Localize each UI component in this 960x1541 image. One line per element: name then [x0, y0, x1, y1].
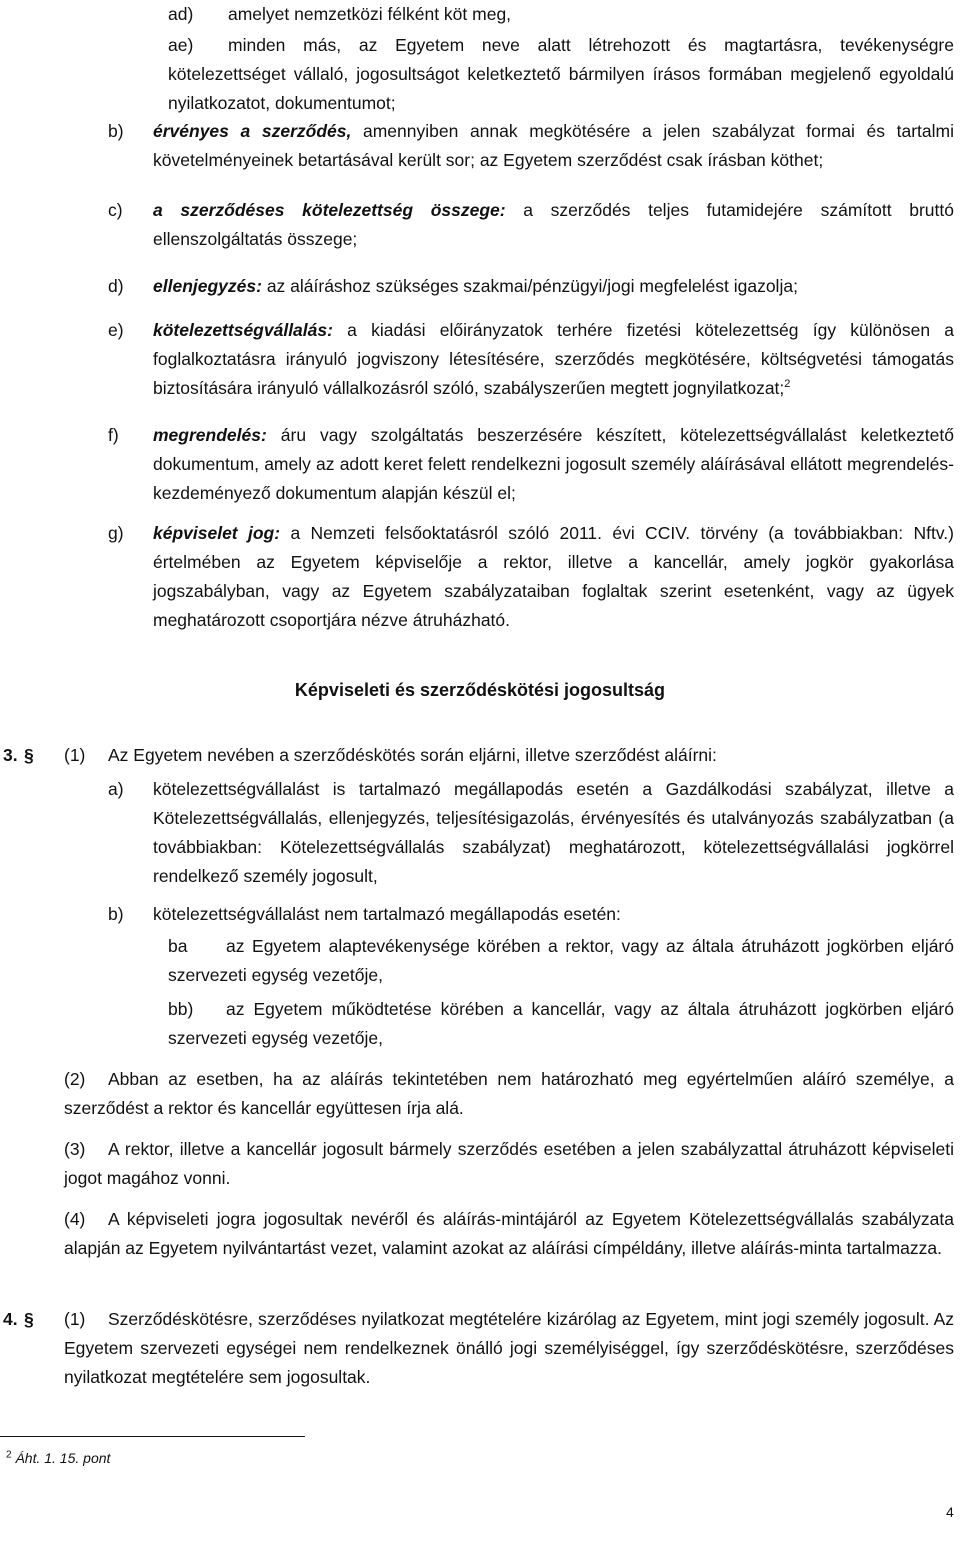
item-text: a Nemzeti felsőoktatásról szóló 2011. évi CCIV. törvény (a továbbiakban: Nftv.) értelmében az Egyetem képviselője a rektor, illetve a kancellár, amely jogkör gyakorlása jogszabályban, vagy az Egyetem szabályzataiban foglaltak szerint esetenként, vagy az ügyek meghatározott csoportjára nézve átruházható. — [153, 523, 954, 630]
item-term: ellenjegyzés: — [153, 276, 262, 296]
item-label-d: d) — [108, 276, 124, 296]
paragraph-4-1 — [64, 1305, 954, 1392]
item-label: ae) — [168, 35, 194, 55]
item-label-e: e) — [108, 320, 124, 340]
item-label-b: b) — [108, 121, 124, 141]
item-text: a kiadási előirányzatok terhére fizetési kötelezettség így különösen a foglalkoztatásra irányuló jogviszony létesítésére, szerződés megkötésére, költségvetési támogatás biztosítására irányuló vállalkozásról szóló, szabályszerűen megtett jognyilatkozat; — [153, 320, 954, 398]
item-text: az aláíráshoz szükséges szakmai/pénzügyi/jogi megfelelést igazolja; — [261, 276, 798, 296]
item-text: áru vagy szolgáltatás beszerzésére készített, kötelezettségvállalást keletkeztető dokumentum, amely az adott keret felett rendelkezni jogosult személy aláírásával ellátott megrendelés-kezdeményező dokumentum alapján készül el; — [153, 425, 954, 503]
item-ae — [168, 31, 954, 118]
paragraph-text: Abban az esetben, ha az aláírás tekintetében nem határozható meg egyértelműen aláíró személye, a szerződést a rektor és kancellár együttesen írja alá. — [64, 1069, 954, 1118]
item-label: ba — [168, 936, 188, 956]
item-label: ad) — [168, 4, 194, 24]
section-number: 4. — [3, 1309, 18, 1329]
item-d — [153, 272, 954, 301]
paragraph-label: (1) — [64, 1309, 86, 1329]
footnote-divider — [0, 1436, 305, 1437]
item-text: a szerződés teljes futamidejére számított bruttó ellenszolgáltatás összege; — [153, 200, 954, 249]
item-ad — [168, 0, 511, 29]
paragraph-text: Szerződéskötésre, szerződéses nyilatkozat megtételére kizárólag az Egyetem, mint jogi személy jogosult. Az Egyetem szervezeti egységei nem rendelkeznek önálló jogi személyiséggel, így szerződéskötésre, szerződéses nyilatkozat megtételére sem jogosultak. — [64, 1309, 954, 1387]
item-3a: kötelezettségvállalást is tartalmazó megállapodás esetén a Gazdálkodási szabályzat, illetve a Kötelezettségvállalás, ellenjegyzés, teljesítésigazolás, érvényesítés és utalványozás szabályzatban (a továbbiakban: Kötelezettségvállalás szabályzat) meghatározott, kötelezettségvállalási jogkörrel rendelkező személy jogosult, — [153, 779, 954, 886]
item-text: amennyiben annak megkötésére a jelen szabályzat formai és tartalmi követelményeinek betartásával került sor; az Egyetem szerződést csak írásban köthet; — [153, 121, 954, 170]
section-sign: § — [24, 745, 34, 765]
item-e — [153, 316, 954, 403]
paragraph-3-2 — [64, 1065, 954, 1123]
item-c — [153, 196, 954, 254]
item-g — [153, 519, 954, 635]
paragraph-3-4 — [64, 1205, 954, 1263]
item-text: amelyet nemzetközi félként köt meg, — [228, 4, 512, 24]
item-term: kötelezettségvállalás: — [153, 320, 333, 340]
footnote-text: Áht. 1. 15. pont — [15, 1450, 111, 1466]
item-text: az Egyetem alaptevékenysége körében a rektor, vagy az általa átruházott jogkörben eljáró szervezeti egység vezetője, — [168, 936, 954, 985]
item-label-c: c) — [108, 200, 123, 220]
item-ba — [168, 932, 954, 990]
paragraph-3-3 — [64, 1135, 954, 1193]
section-number: 3. — [3, 745, 18, 765]
item-term: érvényes a szerződés, — [153, 121, 352, 141]
paragraph-text: Az Egyetem nevében a szerződéskötés során eljárni, illetve szerződést aláírni: — [108, 745, 717, 765]
footnote — [6, 1449, 110, 1467]
footnote-number: 2 — [6, 1449, 12, 1461]
item-term: képviselet jog: — [153, 523, 281, 543]
item-term: a szerződéses kötelezettség összege: — [153, 200, 506, 220]
section-heading: Képviseleti és szerződéskötési jogosultság — [294, 680, 666, 700]
paragraph-text: A képviseleti jogra jogosultak nevéről és aláírás-mintájáról az Egyetem Kötelezettségvállalás szabályzata alapján az Egyetem nyilvántartást vezet, valamint azokat az aláírási címpéldány, illetve aláírás-minta tartalmazza. — [64, 1209, 954, 1258]
item-label-g: g) — [108, 523, 124, 543]
item-b — [153, 117, 954, 175]
item-label-3a: a) — [108, 779, 124, 799]
item-term: megrendelés: — [153, 425, 267, 445]
section-sign: § — [24, 1309, 34, 1329]
item-3b: kötelezettségvállalást nem tartalmazó megállapodás esetén: — [153, 904, 621, 924]
item-label-3b: b) — [108, 904, 124, 924]
item-text: az Egyetem működtetése körében a kancellár, vagy az általa átruházott jogkörben eljáró szervezeti egység vezetője, — [168, 999, 954, 1048]
item-bb — [168, 995, 954, 1053]
footnote-ref: 2 — [784, 378, 791, 391]
paragraph-label: (1) — [64, 745, 86, 765]
paragraph-label: (3) — [64, 1139, 86, 1159]
item-f — [153, 421, 954, 508]
paragraph-label: (2) — [64, 1069, 86, 1089]
item-label-f: f) — [108, 425, 119, 445]
page-number: 4 — [946, 1504, 954, 1520]
item-text: minden más, az Egyetem neve alatt létrehozott és magtartásra, tevékenységre kötelezettséget vállaló, jogosultságot keletkeztető bármilyen írásos formában megjelenő egyoldalú nyilatkozatot, dokumentumot; — [168, 35, 954, 113]
paragraph-label: (4) — [64, 1209, 86, 1229]
paragraph-text: A rektor, illetve a kancellár jogosult bármely szerződés esetében a jelen szabályzattal átruházott képviseleti jogot magához vonni. — [64, 1139, 954, 1188]
item-label: bb) — [168, 999, 194, 1019]
